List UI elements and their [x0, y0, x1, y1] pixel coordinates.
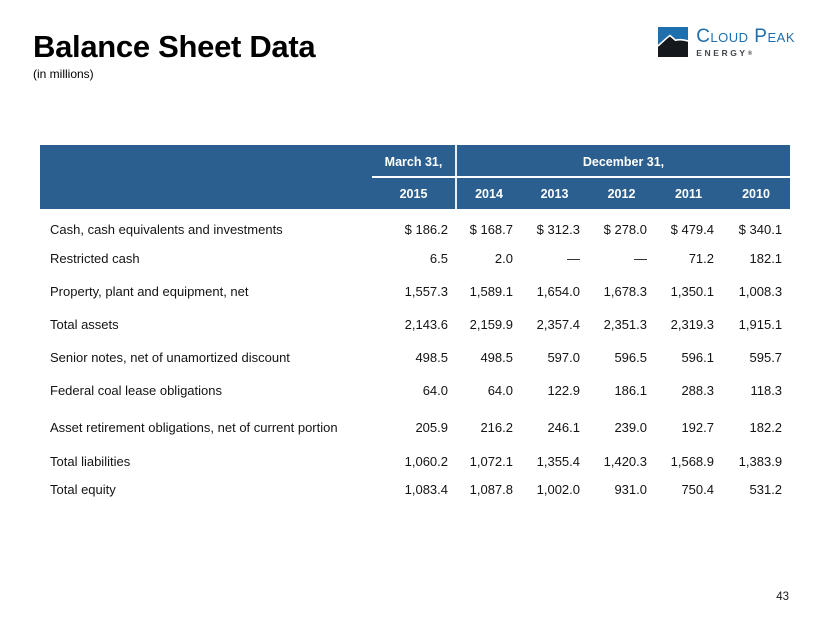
company-logo	[658, 27, 795, 58]
table-row	[40, 308, 790, 341]
row-label: Total equity	[40, 473, 372, 506]
value-cell: 1,557.3	[372, 275, 456, 308]
title-block	[33, 30, 315, 81]
row-label: Restricted cash	[40, 242, 372, 275]
value-cell: 1,589.1	[456, 275, 521, 308]
header-group-row	[40, 145, 790, 177]
logo-wordmark: Cloud Peak	[696, 26, 795, 47]
value-cell: 2,319.3	[655, 308, 722, 341]
row-label: Federal coal lease obligations	[40, 374, 372, 407]
value-cell: 182.1	[722, 242, 790, 275]
value-cell: 1,383.9	[722, 440, 790, 473]
logo-text	[696, 27, 795, 58]
value-cell: $ 168.7	[456, 209, 521, 242]
row-label: Property, plant and equipment, net	[40, 275, 372, 308]
units-note: (in millions)	[33, 67, 94, 81]
header-year-row	[40, 177, 790, 209]
value-cell: 2.0	[456, 242, 521, 275]
value-cell: 595.7	[722, 341, 790, 374]
value-cell: 2,351.3	[588, 308, 655, 341]
table-row	[40, 209, 790, 242]
value-cell: 192.7	[655, 407, 722, 440]
value-cell: 498.5	[372, 341, 456, 374]
value-cell: 596.5	[588, 341, 655, 374]
value-cell: 216.2	[456, 407, 521, 440]
value-cell: 1,654.0	[521, 275, 588, 308]
value-cell: $ 278.0	[588, 209, 655, 242]
header-empty-cell	[40, 177, 372, 209]
value-cell: $ 312.3	[521, 209, 588, 242]
value-cell: 1,568.9	[655, 440, 722, 473]
value-cell: 1,420.3	[588, 440, 655, 473]
value-cell: 239.0	[588, 407, 655, 440]
registered-mark: ®	[747, 51, 753, 57]
table-row	[40, 374, 790, 407]
value-cell: 64.0	[372, 374, 456, 407]
value-cell: —	[588, 242, 655, 275]
value-cell: 1,083.4	[372, 473, 456, 506]
value-cell: 597.0	[521, 341, 588, 374]
value-cell: $ 186.2	[372, 209, 456, 242]
value-cell: 1,678.3	[588, 275, 655, 308]
value-cell: 931.0	[588, 473, 655, 506]
value-cell: 1,008.3	[722, 275, 790, 308]
value-cell: 2,357.4	[521, 308, 588, 341]
table-row	[40, 341, 790, 374]
value-cell: $ 340.1	[722, 209, 790, 242]
year-header-2012: 2012	[588, 177, 655, 209]
value-cell: 186.1	[588, 374, 655, 407]
mountain-peak-icon	[658, 27, 688, 57]
year-header-2013: 2013	[521, 177, 588, 209]
value-cell: 498.5	[456, 341, 521, 374]
row-label: Total assets	[40, 308, 372, 341]
table-row	[40, 440, 790, 473]
value-cell: 1,355.4	[521, 440, 588, 473]
table-row	[40, 473, 790, 506]
page-title: Balance Sheet Data	[33, 29, 316, 64]
row-label: Total liabilities	[40, 440, 372, 473]
value-cell: 246.1	[521, 407, 588, 440]
value-cell: 118.3	[722, 374, 790, 407]
year-header-2015: 2015	[372, 177, 456, 209]
value-cell: 1,060.2	[372, 440, 456, 473]
header-empty-cell	[40, 145, 372, 177]
table-row	[40, 407, 790, 440]
value-cell: 1,072.1	[456, 440, 521, 473]
logo-subtext: ENERGY®	[696, 48, 753, 58]
value-cell: 531.2	[722, 473, 790, 506]
value-cell: 6.5	[372, 242, 456, 275]
value-cell: 182.2	[722, 407, 790, 440]
value-cell: 596.1	[655, 341, 722, 374]
value-cell: 64.0	[456, 374, 521, 407]
value-cell: 1,087.8	[456, 473, 521, 506]
value-cell: 2,143.6	[372, 308, 456, 341]
row-label: Senior notes, net of unamortized discount	[40, 341, 372, 374]
column-group-march-31: March 31,	[372, 145, 456, 177]
value-cell: 2,159.9	[456, 308, 521, 341]
value-cell: —	[521, 242, 588, 275]
value-cell: 288.3	[655, 374, 722, 407]
value-cell: 71.2	[655, 242, 722, 275]
value-cell: 205.9	[372, 407, 456, 440]
year-header-2014: 2014	[456, 177, 521, 209]
column-group-december-31: December 31,	[456, 145, 790, 177]
table-row	[40, 275, 790, 308]
page-number: 43	[776, 591, 789, 603]
year-header-2010: 2010	[722, 177, 790, 209]
value-cell: 122.9	[521, 374, 588, 407]
row-label: Cash, cash equivalents and investments	[40, 209, 372, 242]
value-cell: 1,350.1	[655, 275, 722, 308]
balance-sheet-table	[40, 145, 790, 506]
value-cell: 750.4	[655, 473, 722, 506]
year-header-2011: 2011	[655, 177, 722, 209]
value-cell: $ 479.4	[655, 209, 722, 242]
table-row	[40, 242, 790, 275]
value-cell: 1,915.1	[722, 308, 790, 341]
row-label: Asset retirement obligations, net of current portion	[40, 407, 372, 440]
value-cell: 1,002.0	[521, 473, 588, 506]
